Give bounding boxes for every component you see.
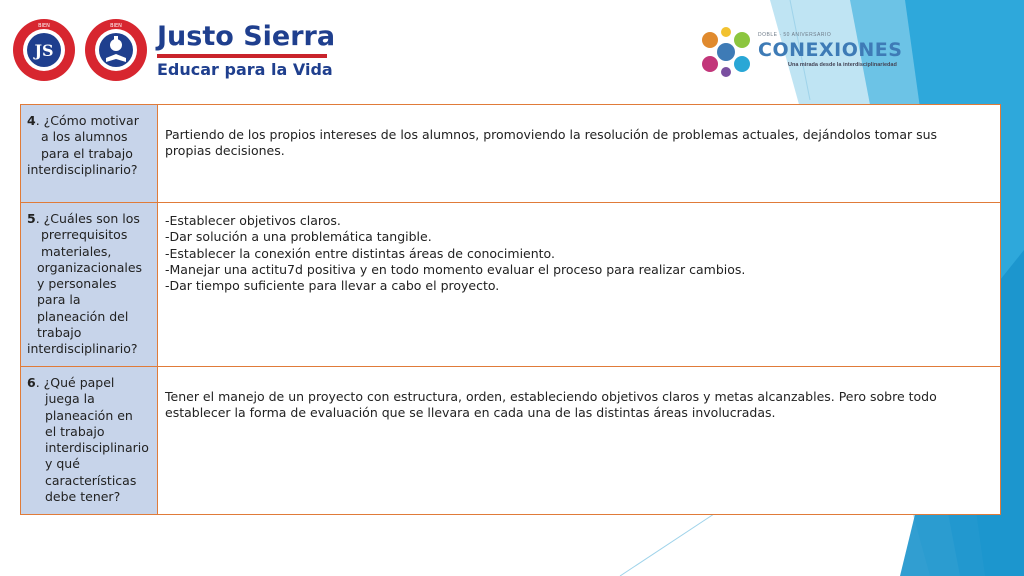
brand-name: Justo Sierra	[157, 21, 336, 52]
question-line: planeación del	[37, 308, 129, 324]
question-line: interdisciplinario?	[27, 341, 138, 357]
school-crest-logo	[84, 18, 148, 82]
answer-line: -Manejar una actitu7d positiva y en todo momento evaluar el proceso para realizar cambios.	[165, 261, 746, 277]
question-line: debe tener?	[45, 489, 121, 505]
svg-text:JS: JS	[34, 41, 54, 60]
conexiones-small-text: DOBLE · 50 ANIVERSARIO	[758, 32, 832, 38]
brand-tagline: Educar para la Vida	[157, 60, 333, 79]
answer-line: -Establecer la conexión entre distintas áreas de conocimiento.	[165, 245, 555, 261]
question-number: 4	[27, 113, 36, 128]
question-line: organizacionales	[37, 259, 143, 275]
svg-text:BIEN: BIEN	[110, 23, 122, 29]
table-row	[21, 203, 1001, 367]
conexiones-name: CONEXIONES	[758, 39, 903, 61]
question-cell: 5. ¿Cuáles son los prerrequisitos materiales, organizacionales y personales para la planeación del trabajo interdisciplinario?	[21, 203, 158, 367]
molecule-icon	[696, 24, 756, 80]
answer-cell	[158, 203, 1001, 367]
question-line: planeación en	[45, 407, 133, 423]
conexiones-subtitle: Una mirada desde la interdisciplinariedad	[788, 62, 897, 68]
conexiones-logo	[696, 24, 926, 80]
school-seal-logo	[12, 18, 76, 82]
brand-block	[157, 22, 335, 79]
question-line: características	[45, 472, 137, 488]
question-line: ¿Cómo motivar	[43, 113, 139, 128]
question-number: 5	[27, 211, 36, 226]
question-line: y qué	[45, 456, 80, 472]
svg-text:BIEN: BIEN	[38, 23, 50, 29]
question-cell: 4. ¿Cómo motivar a los alumnos para el trabajo interdisciplinario?	[21, 105, 158, 203]
question-line: el trabajo	[45, 423, 105, 439]
table-row	[21, 105, 1001, 203]
answer-cell	[158, 105, 1001, 203]
qa-table	[20, 104, 1001, 515]
question-line: para la	[37, 292, 81, 308]
question-line: ¿Cuáles son los	[43, 211, 140, 226]
question-line: ¿Qué papel	[43, 375, 115, 390]
brand-underline	[157, 54, 327, 58]
answer-line: establecer la forma de evaluación que se llevara en cada una de las distintas áreas involucradas.	[165, 405, 776, 421]
question-line: prerrequisitos	[41, 227, 128, 243]
question-line: y personales	[37, 276, 117, 292]
answer-line: Partiendo de los propios intereses de los alumnos, promoviendo la resolución de problemas actuales, dejándolos tomar sus	[165, 127, 938, 142]
answer-line: -Dar tiempo suficiente para llevar a cabo el proyecto.	[165, 278, 500, 294]
answer-line: propias decisiones.	[165, 143, 285, 159]
question-line: trabajo	[37, 325, 82, 341]
question-line: a los alumnos	[41, 129, 128, 145]
question-cell: 6. ¿Qué papel juega la planeación en el trabajo interdisciplinario y qué características debe tener?	[21, 367, 158, 515]
question-line: juega la	[45, 391, 95, 407]
answer-line: Tener el manejo de un proyecto con estructura, orden, estableciendo objetivos claros y metas alcanzables. Pero sobre todo	[165, 389, 937, 404]
question-line: interdisciplinario	[45, 440, 149, 456]
answer-cell	[158, 367, 1001, 515]
table-row	[21, 367, 1001, 515]
question-line: materiales,	[41, 243, 112, 259]
question-line: para el trabajo	[41, 145, 133, 161]
question-line: interdisciplinario?	[27, 161, 138, 177]
answer-line: -Dar solución a una problemática tangible.	[165, 229, 432, 245]
question-number: 6	[27, 375, 36, 390]
answer-line: -Establecer objetivos claros.	[165, 213, 341, 228]
